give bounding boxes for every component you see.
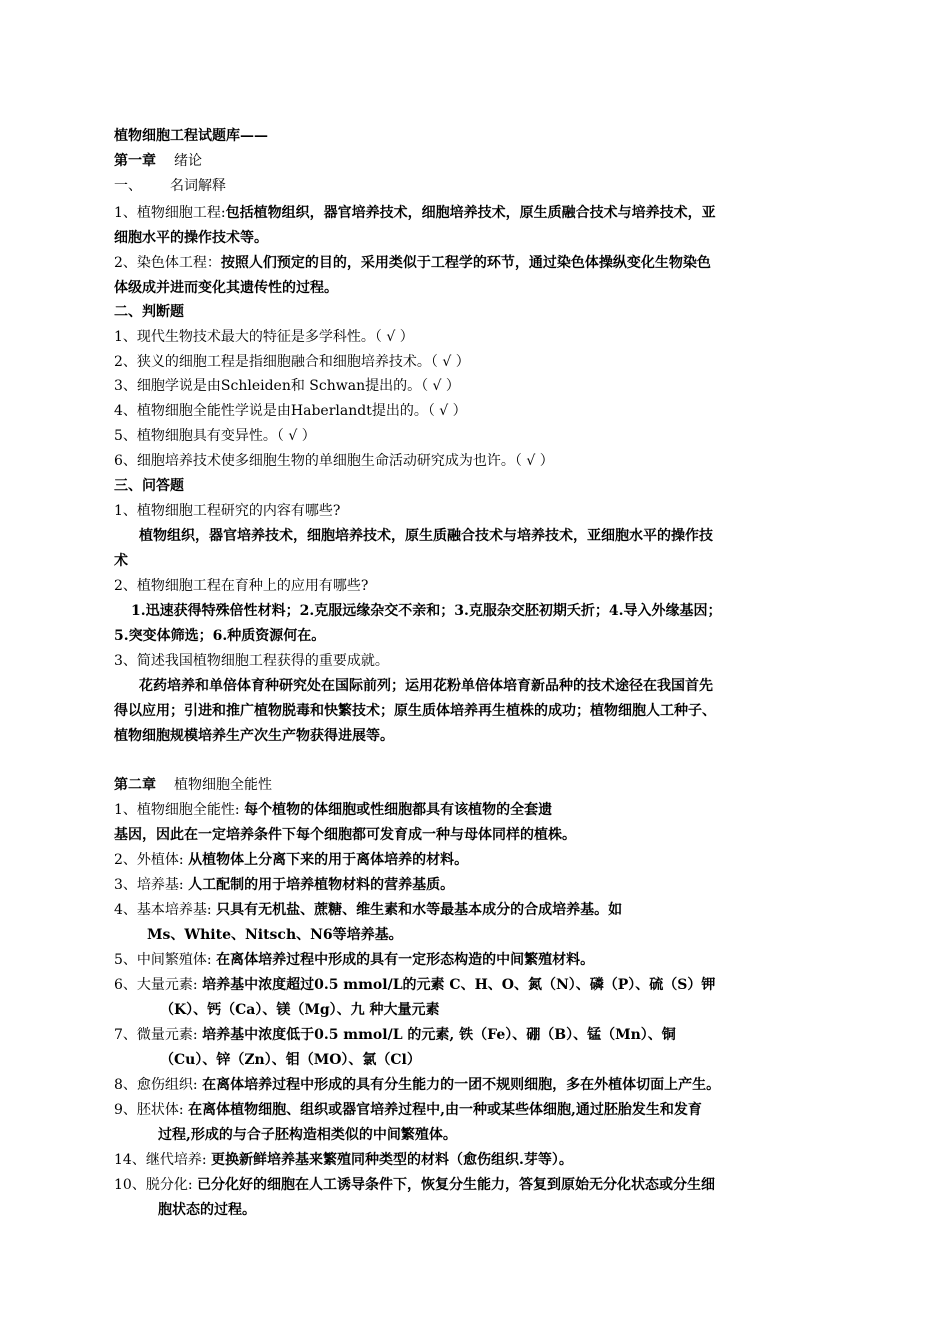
answer-3-line-2: 得以应用；引进和推广植物脱毒和快繁技术；原生质体培养再生植株的成功；植物细胞人工种子、 [114,703,716,719]
term-embryoid-cont: 过程,形成的与合子胚构造相类似的中间繁殖体。 [158,1127,457,1143]
term-micro-elements-cont: （Cu）、锌（Zn）、钼（MO）、氯（Cl） [160,1052,421,1068]
section-2-heading: 二、判断题 [114,304,184,320]
term-medium: 3、培养基: 人工配制的用于培养植物材料的营养基质。 [114,877,455,893]
answer-1-line-2: 术 [114,553,128,569]
judgment-5: 5、植物细胞具有变异性。（ √ ） [114,428,316,444]
question-3: 3、简述我国植物细胞工程获得的重要成就。 [114,653,389,669]
term-subculture: 14、继代培养: 更换新鲜培养基来繁殖同种类型的材料（愈伤组织.芽等）。 [114,1152,573,1168]
definition-chromosome-engineering-cont: 体级成并进而变化其遗传性的过程。 [114,280,338,296]
judgment-4: 4、植物细胞全能性学说是由Haberlandt提出的。（ √ ） [114,403,467,419]
judgment-1: 1、现代生物技术最大的特征是多学科性。（ √ ） [114,329,414,345]
term-explant: 2、外植体: 从植物体上分离下来的用于离体培养的材料。 [114,852,469,868]
answer-3-line-1: 花药培养和单倍体育种研究处在国际前列；运用花粉单倍体培育新品种的技术途径在我国首先 [139,678,713,694]
document-title: 植物细胞工程试题库—— [114,128,268,144]
chapter-2-number: 第二章 [114,777,156,793]
term-basic-medium-cont: Ms、White、Nitsch、N6等培养基。 [147,927,403,943]
chapter-1-title: 绪论 [174,153,202,169]
answer-2-line-1: 1.迅速获得特殊倍性材料；2.克服远缘杂交不亲和；3.克服杂交胚初期夭折；4.导入外缘基因； [131,603,722,619]
term-macro-elements: 6、大量元素: 培养基中浓度超过0.5 mmol/L的元素 C、H、O、氮（N）、磷（P）、硫（S）钾 [114,977,716,993]
term-dedifferentiation-cont: 胞状态的过程。 [158,1202,256,1218]
term-basic-medium: 4、基本培养基: 只具有无机盐、蔗糖、维生素和水等最基本成分的合成培养基。如 [114,902,623,918]
section-3-heading: 三、问答题 [114,478,184,494]
term-dedifferentiation: 10、脱分化: 已分化好的细胞在人工诱导条件下，恢复分生能力，答复到原始无分化状态或分生细 [114,1177,715,1193]
question-2: 2、植物细胞工程在育种上的应用有哪些? [114,578,369,594]
term-embryoid: 9、胚状体: 在离体植物细胞、组织或器官培养过程中,由一种或某些体细胞,通过胚胎发生和发育 [114,1102,702,1118]
term-totipotency-cont: 基因，因此在一定培养条件下每个细胞都可发育成一种与母体同样的植株。 [114,827,576,843]
term-totipotency: 1、植物细胞全能性: 每个植物的体细胞或性细胞都具有该植物的全套遗 [114,802,553,818]
judgment-3: 3、细胞学说是由Schleiden和 Schwan提出的。（ √ ） [114,378,460,394]
chapter-1-number: 第一章 [114,153,156,169]
answer-1-line-1: 植物组织，器官培养技术，细胞培养技术，原生质融合技术与培养技术，亚细胞水平的操作技 [139,528,713,544]
section-1-heading: 一、 名词解释 [114,178,226,194]
definition-plant-cell-engineering: 1、植物细胞工程:包括植物组织，器官培养技术，细胞培养技术，原生质融合技术与培养技术，亚 [114,205,716,221]
answer-3-line-3: 植物细胞规模培养生产次生产物获得进展等。 [114,728,394,744]
definition-chromosome-engineering: 2、染色体工程：按照人们预定的目的，采用类似于工程学的环节，通过染色体操纵变化生物染色 [114,255,711,271]
term-intermediate-propagule: 5、中间繁殖体: 在离体培养过程中形成的具有一定形态构造的中间繁殖材料。 [114,952,595,968]
chapter-2-title: 植物细胞全能性 [174,777,272,793]
judgment-6: 6、细胞培养技术使多细胞生物的单细胞生命活动研究成为也许。（ √ ） [114,453,554,469]
chapter-1-heading [114,151,202,171]
answer-2-line-2: 5.突变体筛选；6.种质资源何在。 [114,628,326,644]
chapter-2-heading [114,775,272,795]
term-callus: 8、愈伤组织: 在离体培养过程中形成的具有分生能力的一团不规则细胞，多在外植体切面上产生。 [114,1077,721,1093]
definition-plant-cell-engineering-cont: 细胞水平的操作技术等。 [114,230,268,246]
question-1: 1、植物细胞工程研究的内容有哪些? [114,503,341,519]
term-macro-elements-cont: （K）、钙（Ca）、镁（Mg）、九 种大量元素 [160,1002,440,1018]
judgment-2: 2、狭义的细胞工程是指细胞融合和细胞培养技术。（ √ ） [114,354,470,370]
term-micro-elements: 7、微量元素: 培养基中浓度低于0.5 mmol/L 的元素, 铁（Fe）、硼（B）、锰（Mn）、铜 [114,1027,676,1043]
